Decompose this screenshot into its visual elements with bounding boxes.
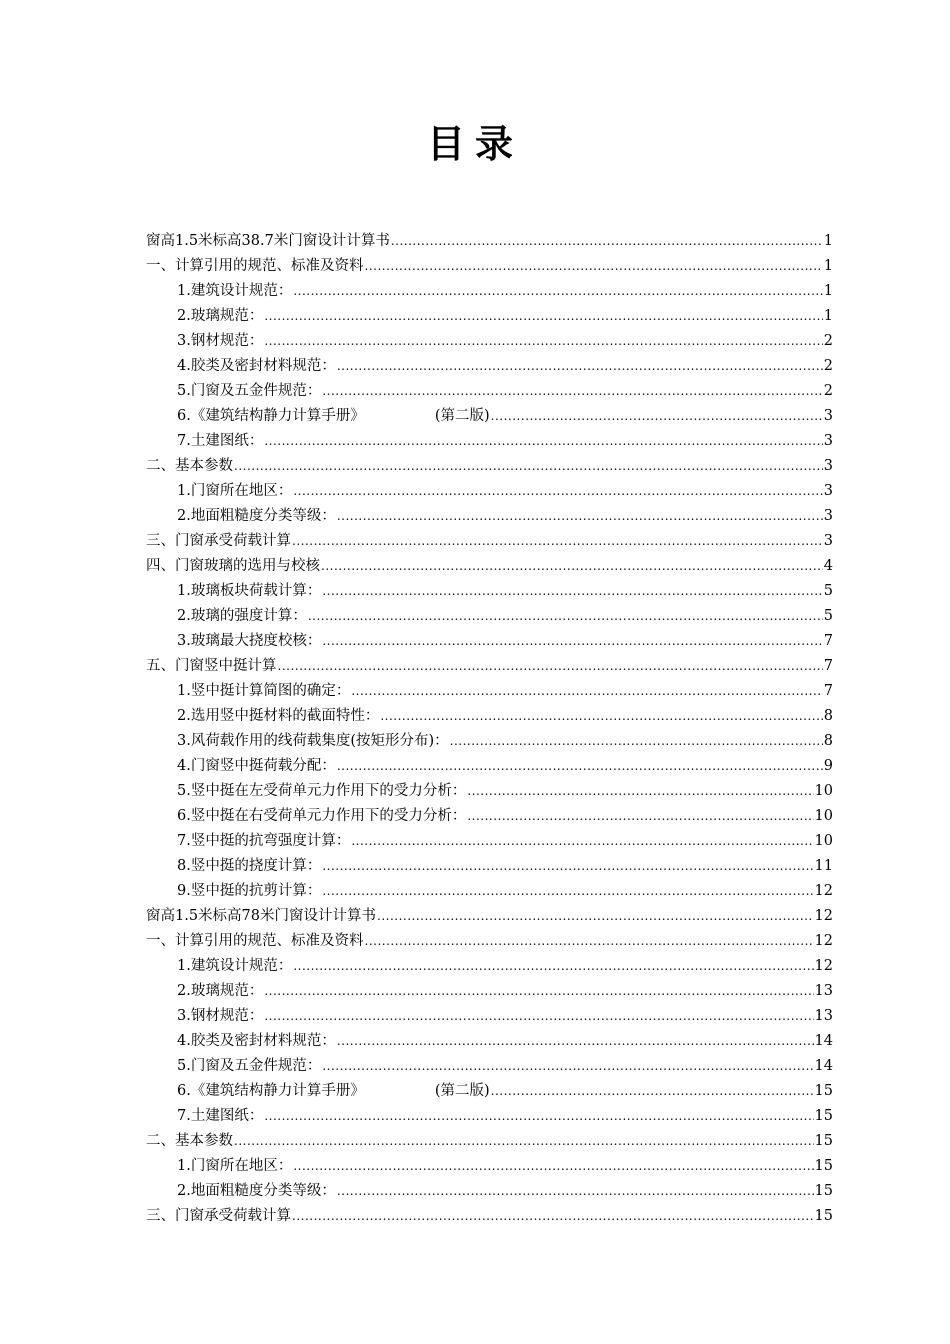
toc-leader-dots [337,354,823,379]
toc-page-number: 15 [814,1108,833,1124]
toc-leader-dots [322,579,822,604]
toc-entry-text: 8.竖中挺的挠度计算： [177,858,322,874]
toc-entry-label [177,1179,336,1204]
toc-entry-label [177,954,292,979]
toc-entry-label [146,654,277,679]
toc-leader-dots [337,504,823,529]
toc-entry[interactable] [146,929,833,954]
toc-entry-subtext: (第二版) [434,408,490,424]
toc-entry-label [177,629,321,654]
toc-page-number: 3 [823,483,833,499]
toc-entry-label [146,254,364,279]
toc-entry-label [177,329,263,354]
toc-leader-dots [321,554,823,579]
toc-entry-label [177,779,466,804]
toc-entry[interactable] [146,854,833,879]
toc-entry-text: 五、门窗竖中挺计算 [146,658,277,674]
toc-leader-dots [365,254,823,279]
toc-page-number: 12 [814,958,833,974]
toc-page-number: 13 [814,983,833,999]
toc-entry[interactable] [146,529,833,554]
toc-entry-label [177,479,292,504]
toc-leader-dots [264,1104,813,1129]
table-of-contents [146,229,833,1229]
toc-entry[interactable] [146,504,833,529]
toc-entry-text: 5.竖中挺在左受荷单元力作用下的受力分析： [177,783,467,799]
toc-entry[interactable] [146,654,833,679]
page-title: 目录 [426,122,523,166]
toc-leader-dots [467,804,813,829]
toc-entry-text: 2.地面粗糙度分类等级： [177,1183,336,1199]
toc-page-number: 7 [823,658,833,674]
toc-leader-dots [337,1179,814,1204]
toc-page-number: 1 [823,258,833,274]
toc-entry-label [177,1104,263,1129]
toc-leader-dots [351,829,813,854]
toc-entry-label [146,929,364,954]
toc-entry[interactable] [146,454,833,479]
toc-leader-dots [322,379,822,404]
toc-entry[interactable] [146,1104,833,1129]
toc-entry-label [177,679,350,704]
toc-entry[interactable] [146,1054,833,1079]
toc-page-number: 3 [823,433,833,449]
toc-leader-dots [292,529,823,554]
toc-entry-label [177,854,321,879]
toc-entry-label [177,804,466,829]
toc-entry-text: 2.选用竖中挺材料的截面特性： [177,708,380,724]
toc-page-number: 10 [814,808,833,824]
toc-entry-text: 4.胶类及密封材料规范： [177,358,336,374]
toc-entry-text: 5.门窗及五金件规范： [177,1058,322,1074]
toc-page-number: 13 [814,1008,833,1024]
toc-entry-text: 7.土建图纸： [177,433,264,449]
toc-leader-dots [292,1204,814,1229]
toc-page-number: 1 [823,308,833,324]
toc-entry[interactable] [146,1204,833,1229]
toc-entry-text: 4.胶类及密封材料规范： [177,1033,336,1049]
toc-entry-text: 3.钢材规范： [177,1008,264,1024]
toc-entry-label [177,1154,292,1179]
toc-entry-text: 二、基本参数 [146,458,233,474]
toc-entry[interactable] [146,1179,833,1204]
toc-leader-dots [264,979,813,1004]
toc-page-number: 15 [814,1158,833,1174]
toc-entry[interactable] [146,579,833,604]
toc-leader-dots [293,1154,813,1179]
toc-entry[interactable] [146,729,833,754]
toc-entry-label [177,379,321,404]
toc-entry-text: 4.门窗竖中挺荷载分配： [177,758,336,774]
toc-entry[interactable] [146,904,833,929]
toc-entry-text: 6.《建筑结构静力计算手册》 [177,1083,365,1099]
toc-entry[interactable] [146,879,833,904]
toc-entry-text: 1.竖中挺计算简图的确定： [177,683,351,699]
toc-page-number: 12 [814,883,833,899]
toc-entry-label [146,529,291,554]
toc-leader-dots [491,404,823,429]
toc-page-number: 7 [823,633,833,649]
toc-entry-text: 3.钢材规范： [177,333,264,349]
toc-entry-label [177,879,321,904]
toc-entry[interactable] [146,354,833,379]
toc-entry-text: 一、计算引用的规范、标准及资料 [146,258,364,274]
toc-entry-text: 6.竖中挺在右受荷单元力作用下的受力分析： [177,808,467,824]
toc-leader-dots [380,704,822,729]
toc-entry[interactable] [146,954,833,979]
toc-leader-dots [278,654,823,679]
toc-leader-dots [308,604,823,629]
toc-entry[interactable] [146,604,833,629]
toc-leader-dots [264,1004,813,1029]
toc-entry-label [177,829,350,854]
toc-page-number: 2 [823,333,833,349]
toc-page-number: 15 [814,1083,833,1099]
toc-leader-dots [377,904,814,929]
toc-entry-label [177,279,292,304]
toc-entry-label [177,1054,321,1079]
toc-leader-dots [391,229,823,254]
toc-leader-dots [450,729,823,754]
toc-entry-text: 7.竖中挺的抗弯强度计算： [177,833,351,849]
toc-page-number: 3 [823,508,833,524]
toc-entry[interactable] [146,1004,833,1029]
toc-entry-text: 2.玻璃规范： [177,983,264,999]
toc-entry-text: 9.竖中挺的抗剪计算： [177,883,322,899]
toc-page-number: 3 [823,408,833,424]
toc-page-number: 2 [823,383,833,399]
toc-entry-label [177,729,449,754]
toc-page-number: 1 [823,283,833,299]
toc-entry[interactable] [146,704,833,729]
toc-entry[interactable] [146,1029,833,1054]
toc-entry-text: 2.玻璃的强度计算： [177,608,307,624]
toc-entry[interactable] [146,754,833,779]
toc-page-number: 3 [823,458,833,474]
toc-leader-dots [351,679,822,704]
toc-entry-text: 1.门窗所在地区： [177,1158,293,1174]
toc-entry-text: 6.《建筑结构静力计算手册》 [177,408,365,424]
toc-leader-dots [322,854,813,879]
toc-entry[interactable] [146,1079,833,1104]
toc-leader-dots [322,879,813,904]
toc-leader-dots [337,754,823,779]
toc-page-number: 3 [823,533,833,549]
toc-entry-text: 7.土建图纸： [177,1108,264,1124]
toc-page-number: 14 [814,1033,833,1049]
toc-entry[interactable] [146,304,833,329]
toc-entry[interactable] [146,554,833,579]
toc-entry-label [177,579,321,604]
toc-entry-text: 3.风荷载作用的线荷载集度(按矩形分布)： [177,733,449,749]
toc-entry-text: 四、门窗玻璃的选用与校核 [146,558,320,574]
toc-page-number: 12 [814,933,833,949]
toc-entry[interactable] [146,254,833,279]
toc-leader-dots [264,429,822,454]
toc-entry[interactable] [146,979,833,1004]
toc-entry-text: 1.建筑设计规范： [177,283,293,299]
toc-entry-label [177,1004,263,1029]
toc-entry-label [177,1079,490,1104]
toc-entry-label [177,604,307,629]
toc-entry[interactable] [146,329,833,354]
toc-entry-text: 窗高1.5米标高78米门窗设计计算书 [146,908,377,924]
toc-entry[interactable] [146,779,833,804]
toc-leader-dots [293,279,822,304]
toc-entry-label [146,1204,291,1229]
toc-page-number: 12 [814,908,833,924]
toc-page-number: 10 [814,833,833,849]
toc-entry[interactable] [146,429,833,454]
toc-entry-text: 1.玻璃板块荷载计算： [177,583,322,599]
toc-page-number: 4 [823,558,833,574]
toc-page-number: 9 [823,758,833,774]
toc-entry-label [146,904,376,929]
toc-entry-label [177,404,490,429]
toc-page-number: 15 [814,1133,833,1149]
toc-entry-label [146,1129,233,1154]
toc-leader-dots [467,779,813,804]
toc-entry[interactable] [146,679,833,704]
toc-page-number: 11 [814,858,833,874]
toc-entry-label [177,704,379,729]
toc-entry[interactable] [146,404,833,429]
toc-page-number: 8 [823,708,833,724]
toc-leader-dots [264,329,822,354]
toc-leader-dots [365,929,814,954]
toc-entry-label [177,429,263,454]
toc-entry[interactable] [146,229,833,254]
toc-entry-text: 3.玻璃最大挠度校核： [177,633,322,649]
toc-page-number: 7 [823,683,833,699]
toc-entry-text: 2.地面粗糙度分类等级： [177,508,336,524]
toc-page-number: 5 [823,583,833,599]
toc-page-number: 5 [823,608,833,624]
toc-entry-text: 1.门窗所在地区： [177,483,293,499]
toc-page-number: 15 [814,1208,833,1224]
toc-entry-label [146,229,390,254]
toc-leader-dots [234,1129,814,1154]
toc-entry-text: 二、基本参数 [146,1133,233,1149]
toc-leader-dots [264,304,822,329]
toc-leader-dots [293,479,822,504]
toc-page-number: 14 [814,1058,833,1074]
toc-entry-label [177,1029,336,1054]
toc-entry-text: 5.门窗及五金件规范： [177,383,322,399]
toc-leader-dots [322,629,822,654]
toc-entry-label [146,454,233,479]
toc-page-number: 1 [823,233,833,249]
toc-entry[interactable] [146,279,833,304]
toc-entry-label [177,754,336,779]
toc-entry[interactable] [146,629,833,654]
toc-entry-subtext: (第二版) [434,1083,490,1099]
toc-entry-label [177,354,336,379]
toc-entry-label [146,554,320,579]
toc-entry-text: 2.玻璃规范： [177,308,264,324]
toc-entry-text: 一、计算引用的规范、标准及资料 [146,933,364,949]
toc-page-number: 2 [823,358,833,374]
toc-entry[interactable] [146,804,833,829]
toc-entry-text: 三、门窗承受荷载计算 [146,533,291,549]
toc-leader-dots [322,1054,813,1079]
toc-entry[interactable] [146,1154,833,1179]
toc-leader-dots [293,954,813,979]
toc-entry-text: 窗高1.5米标高38.7米门窗设计计算书 [146,233,390,249]
toc-page-number: 8 [823,733,833,749]
toc-entry-text: 三、门窗承受荷载计算 [146,1208,291,1224]
toc-entry-text: 1.建筑设计规范： [177,958,293,974]
toc-entry-label [177,304,263,329]
toc-entry[interactable] [146,379,833,404]
toc-entry-label [177,504,336,529]
toc-leader-dots [337,1029,814,1054]
toc-leader-dots [491,1079,814,1104]
toc-entry[interactable] [146,1129,833,1154]
toc-page-number: 10 [814,783,833,799]
toc-entry-label [177,979,263,1004]
toc-leader-dots [234,454,823,479]
toc-page-number: 15 [814,1183,833,1199]
toc-entry[interactable] [146,829,833,854]
toc-entry[interactable] [146,479,833,504]
